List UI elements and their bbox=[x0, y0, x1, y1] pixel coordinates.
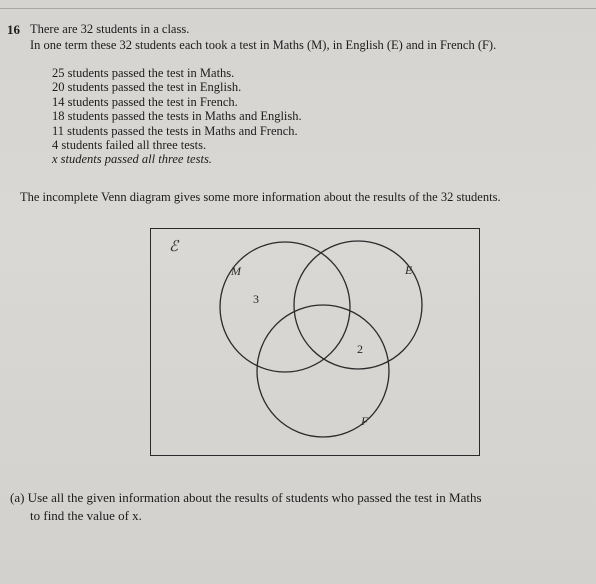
venn-intro-text: The incomplete Venn diagram gives some more information about the results of the 32 students. bbox=[20, 190, 501, 204]
fact-maths-french: 11 students passed the tests in Maths and French. bbox=[52, 123, 298, 138]
fact-french: 14 students passed the test in French. bbox=[52, 94, 238, 109]
universal-set-symbol: ℰ bbox=[169, 239, 179, 255]
label-e: E bbox=[405, 263, 413, 277]
part-a-line-2: to find the value of x. bbox=[30, 508, 142, 523]
fact-maths: 25 students passed the test in Maths. bbox=[52, 66, 235, 80]
intro-line-1: There are 32 students in a class. bbox=[30, 22, 190, 36]
label-m: M bbox=[231, 264, 241, 278]
fact-maths-english: 18 students passed the tests in Maths and English. bbox=[52, 109, 302, 124]
venn-diagram bbox=[150, 228, 480, 456]
question-number: 16 bbox=[7, 22, 20, 37]
venn-svg bbox=[151, 229, 481, 457]
fact-failed-all: 4 students failed all three tests. bbox=[52, 138, 207, 153]
region-e-f-value: 2 bbox=[357, 342, 363, 356]
part-a-line-1: (a) Use all the given information about the results of students who passed the test in Maths bbox=[10, 490, 482, 505]
intro-line-2: In one term these 32 students each took a test in Maths (M), in English (E) and in French (F). bbox=[30, 38, 497, 52]
page-top-rule bbox=[0, 8, 596, 9]
facts-list bbox=[52, 66, 302, 167]
fact-all-three: x students passed all three tests. bbox=[52, 152, 212, 167]
region-m-only-value: 3 bbox=[253, 292, 259, 306]
label-f: F bbox=[361, 414, 369, 428]
fact-english: 20 students passed the test in English. bbox=[52, 80, 242, 95]
circle-m bbox=[220, 242, 350, 372]
